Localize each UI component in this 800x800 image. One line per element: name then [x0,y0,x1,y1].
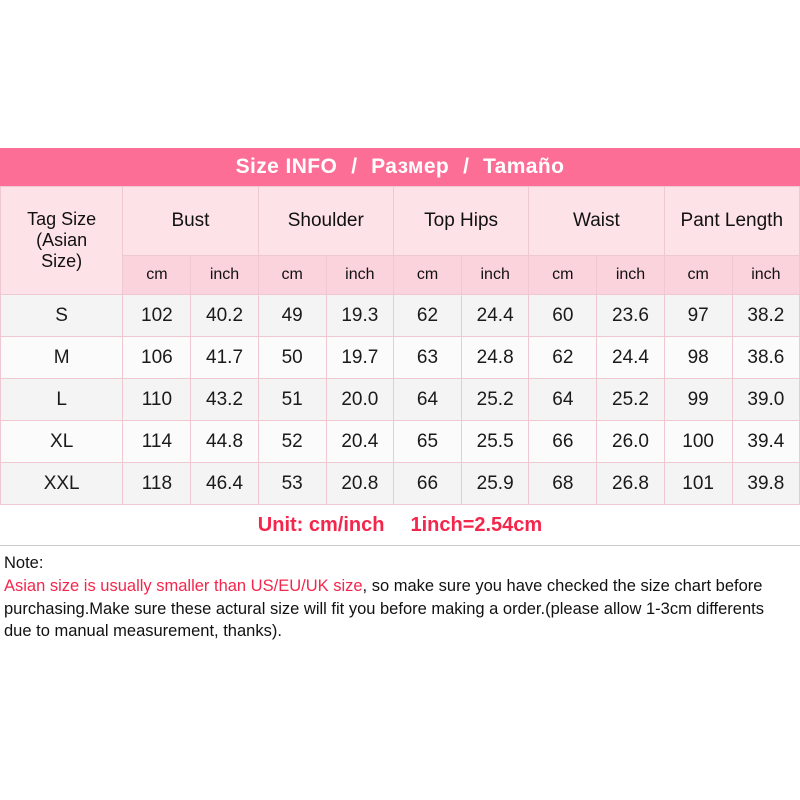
cell-shoulder-inch: 19.7 [326,337,393,379]
title-size-spanish: Tamaño [482,155,565,178]
column-header-top-hips: Top Hips [393,187,528,256]
unit-header-waist-cm: cm [529,256,597,295]
cell-tophips-inch: 25.2 [462,379,529,421]
cell-pantlength-inch: 39.8 [732,463,799,505]
cell-tophips-cm: 64 [393,379,461,421]
cell-waist-inch: 26.8 [597,463,664,505]
cell-waist-inch: 25.2 [597,379,664,421]
cell-shoulder-cm: 53 [258,463,326,505]
tag-size-line2: (Asian [36,229,88,250]
cell-waist-cm: 62 [529,337,597,379]
cell-waist-cm: 68 [529,463,597,505]
note-warning-red: Asian size is usually smaller than US/EU/UK size [4,577,363,596]
note-body: , so make sure you have checked the size chart before purchasing.Make sure these actural size will fit you before making a order.(please allow 1-3cm differents due to manual measurement, thanks). [4,577,764,640]
table-row [1,337,800,379]
cell-shoulder-inch: 20.4 [326,421,393,463]
cell-tophips-inch: 25.5 [462,421,529,463]
cell-bust-inch: 46.4 [191,463,258,505]
cell-waist-inch: 23.6 [597,295,664,337]
cell-bust-cm: 102 [123,295,191,337]
title-size-info: Size INFO [235,155,338,178]
cell-bust-cm: 114 [123,421,191,463]
cell-waist-inch: 26.0 [597,421,664,463]
unit-header-pantlength-inch: inch [732,256,799,295]
cell-pantlength-cm: 98 [664,337,732,379]
unit-header-tophips-cm: cm [393,256,461,295]
cell-bust-inch: 43.2 [191,379,258,421]
cell-tophips-inch: 25.9 [462,463,529,505]
row-size-label: XL [1,421,123,463]
tag-size-line3: Size) [41,251,83,272]
cell-tophips-cm: 63 [393,337,461,379]
column-header-tag-size [1,187,123,295]
table-row [1,379,800,421]
cell-tophips-cm: 66 [393,463,461,505]
column-header-pant-length: Pant Length [664,187,799,256]
row-size-label: S [1,295,123,337]
note-heading: Note: [4,554,44,572]
cell-shoulder-cm: 49 [258,295,326,337]
cell-pantlength-cm: 100 [664,421,732,463]
cell-tophips-cm: 62 [393,295,461,337]
table-row [1,295,800,337]
unit-note-line [0,505,800,546]
cell-pantlength-cm: 101 [664,463,732,505]
cell-shoulder-inch: 19.3 [326,295,393,337]
cell-bust-inch: 41.7 [191,337,258,379]
unit-header-bust-inch: inch [191,256,258,295]
cell-tophips-inch: 24.8 [462,337,529,379]
column-header-shoulder: Shoulder [258,187,393,256]
cell-pantlength-cm: 99 [664,379,732,421]
title-separator-2: / [463,155,469,178]
table-row [1,421,800,463]
cell-bust-cm: 106 [123,337,191,379]
cell-pantlength-inch: 38.2 [732,295,799,337]
cell-shoulder-cm: 50 [258,337,326,379]
unit-header-shoulder-inch: inch [326,256,393,295]
unit-header-shoulder-cm: cm [258,256,326,295]
row-size-label: M [1,337,123,379]
cell-shoulder-inch: 20.8 [326,463,393,505]
unit-header-pantlength-cm: cm [664,256,732,295]
size-chart [0,148,800,642]
unit-header-tophips-inch: inch [462,256,529,295]
unit-header-bust-cm: cm [123,256,191,295]
tag-size-line1: Tag Size [27,208,97,229]
cell-bust-cm: 110 [123,379,191,421]
row-size-label: XXL [1,463,123,505]
cell-pantlength-inch: 38.6 [732,337,799,379]
table-header-groups [1,187,800,256]
measurements-table [0,186,800,505]
table-row [1,463,800,505]
unit-conversion: 1inch=2.54cm [410,513,543,536]
cell-shoulder-cm: 51 [258,379,326,421]
row-size-label: L [1,379,123,421]
cell-waist-cm: 66 [529,421,597,463]
cell-tophips-inch: 24.4 [462,295,529,337]
cell-waist-inch: 24.4 [597,337,664,379]
column-header-waist: Waist [529,187,664,256]
column-header-bust: Bust [123,187,258,256]
cell-bust-inch: 40.2 [191,295,258,337]
cell-shoulder-cm: 52 [258,421,326,463]
cell-bust-cm: 118 [123,463,191,505]
cell-tophips-cm: 65 [393,421,461,463]
cell-waist-cm: 64 [529,379,597,421]
unit-label: Unit: cm/inch [257,513,385,536]
title-size-russian: Размер [371,155,450,178]
title-separator-1: / [351,155,358,178]
unit-header-waist-inch: inch [597,256,664,295]
cell-pantlength-cm: 97 [664,295,732,337]
cell-shoulder-inch: 20.0 [326,379,393,421]
cell-pantlength-inch: 39.0 [732,379,799,421]
chart-title-bar [0,148,800,186]
cell-bust-inch: 44.8 [191,421,258,463]
cell-pantlength-inch: 39.4 [732,421,799,463]
note-block [0,546,800,642]
cell-waist-cm: 60 [529,295,597,337]
